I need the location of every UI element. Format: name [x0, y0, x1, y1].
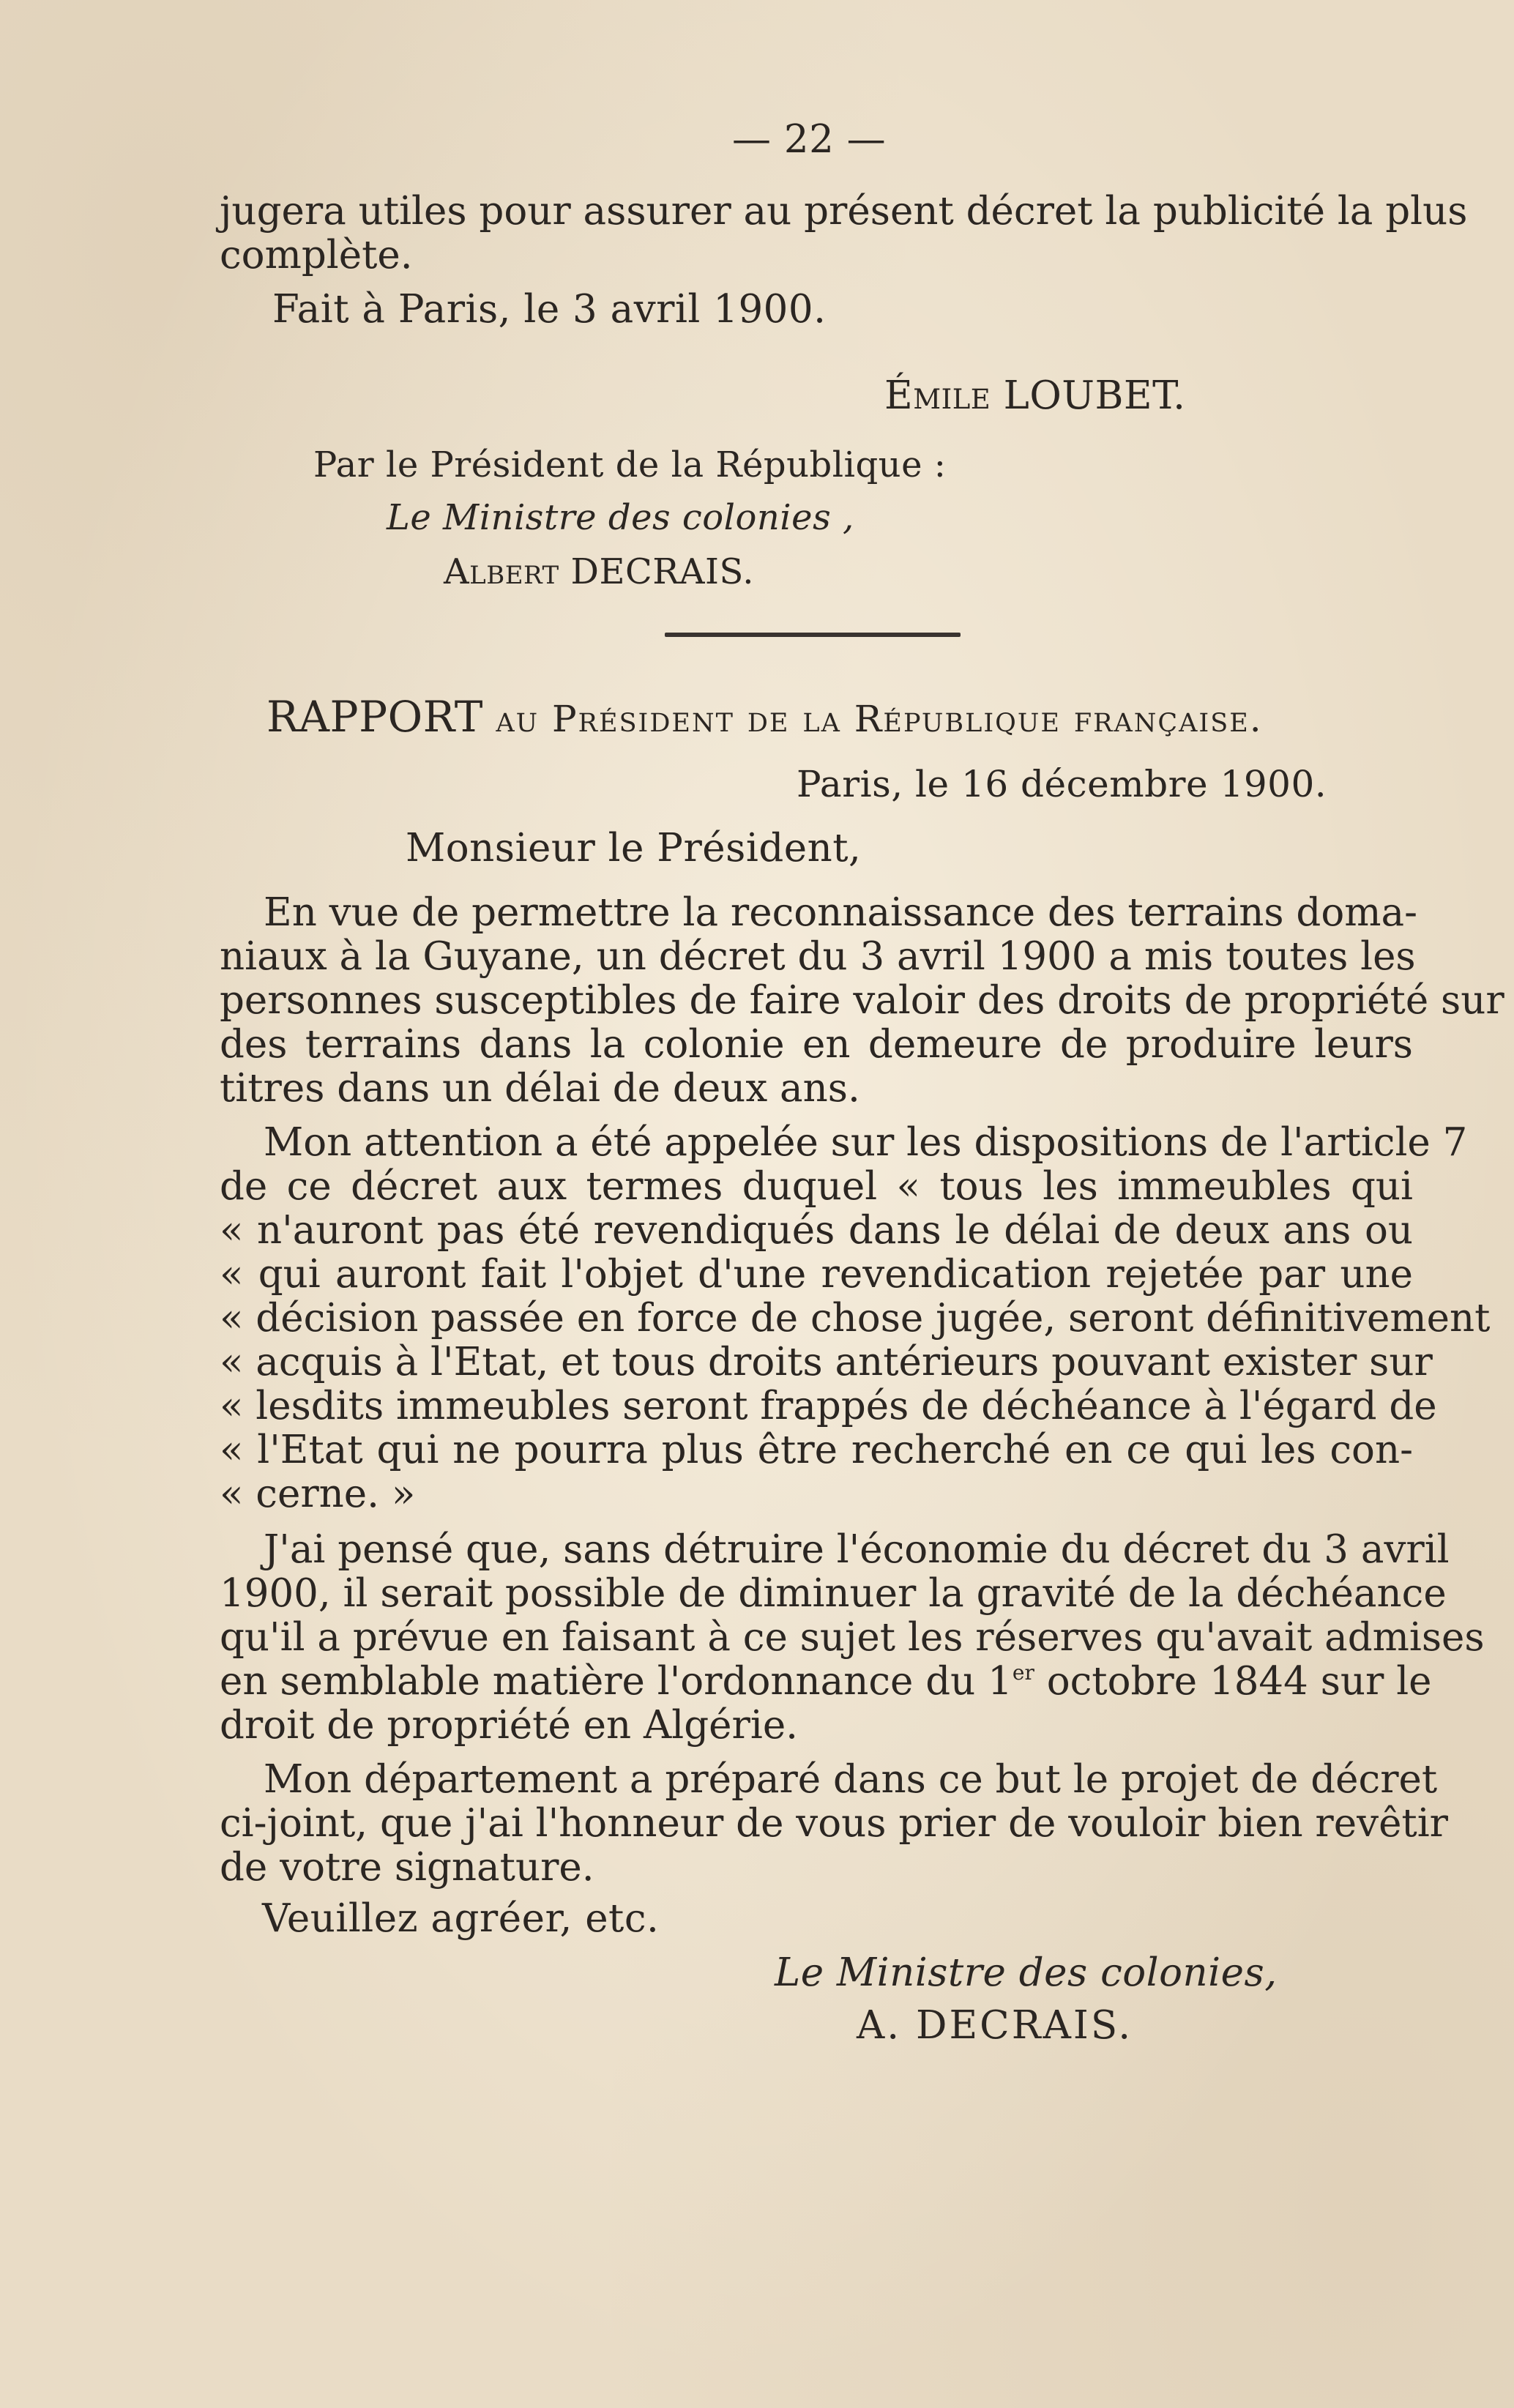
paragraph-line: « cerne. »	[220, 1472, 416, 1516]
paragraph-line: Mon département a préparé dans ce but le projet de décret	[264, 1757, 1438, 1802]
closing-signature-name: A. DECRAIS.	[857, 2003, 1133, 2048]
decree-date: Fait à Paris, le 3 avril 1900.	[272, 287, 827, 332]
paragraph-line: « acquis à l'Etat, et tous droits antérieurs pouvant exister sur	[220, 1340, 1433, 1384]
report-date: Paris, le 16 décembre 1900.	[797, 763, 1327, 805]
paragraph-line: En vue de permettre la reconnaissance des terrains doma-	[264, 890, 1418, 935]
by-president-line: Par le Président de la République :	[313, 444, 947, 485]
report-heading-main: RAPPORT	[266, 692, 483, 742]
signatory-first-name: Émile	[884, 373, 991, 418]
paragraph-line: de ce décret aux termes duquel « tous les immeubles qui	[220, 1164, 1413, 1209]
minister-title: Le Ministre des colonies ,	[387, 497, 854, 538]
minister-signature	[444, 549, 754, 594]
minister-last-name: DECRAIS.	[570, 551, 754, 592]
paragraph-line: « qui auront fait l'objet d'une revendication rejetée par une	[220, 1252, 1413, 1297]
paragraph-line: « décision passée en force de chose jugée, seront définitivement	[220, 1296, 1491, 1341]
paragraph-line: des terrains dans la colonie en demeure de produire leurs	[220, 1022, 1413, 1067]
paragraph-line: J'ai pensé que, sans détruire l'économie du décret du 3 avril	[264, 1527, 1450, 1572]
report-heading-rest: au Président de la République française.	[496, 698, 1263, 740]
decree-text-line: jugera utiles pour assurer au présent décret la publicité la plus	[220, 189, 1468, 234]
paragraph-line: de votre signature.	[220, 1845, 594, 1890]
signatory-last-name: LOUBET.	[1003, 373, 1186, 418]
decree-signatory	[884, 373, 1186, 419]
paragraph-line: ci-joint, que j'ai l'honneur de vous prier de vouloir bien revêtir	[220, 1801, 1449, 1846]
minister-first-name: Albert	[444, 551, 559, 592]
closing-signature-title: Le Ministre des colonies,	[775, 1950, 1278, 1995]
paragraph-line: qu'il a prévue en faisant à ce sujet les réserves qu'avait admises	[220, 1615, 1485, 1660]
paragraph-line: « n'auront pas été revendiqués dans le délai de deux ans ou	[220, 1208, 1413, 1253]
closing-line: Veuillez agréer, etc.	[262, 1896, 660, 1941]
ordinal-superscript: er	[1012, 1660, 1034, 1685]
paragraph-line: niaux à la Guyane, un décret du 3 avril 1900 a mis toutes les	[220, 934, 1416, 979]
section-divider	[665, 633, 961, 637]
paragraph-line: « lesdits immeubles seront frappés de déchéance à l'égard de	[220, 1384, 1437, 1428]
paragraph-line: 1900, il serait possible de diminuer la gravité de la déchéance	[220, 1571, 1447, 1616]
paragraph-line: personnes susceptibles de faire valoir des droits de propriété sur	[220, 978, 1504, 1023]
paragraph-line: droit de propriété en Algérie.	[220, 1703, 799, 1748]
paragraph-line	[220, 1659, 1432, 1704]
ordonnance-text-a: en semblable matière l'ordonnance du 1	[220, 1659, 1013, 1704]
salutation: Monsieur le Président,	[406, 826, 862, 871]
paragraph-line: « l'Etat qui ne pourra plus être recherché en ce qui les con-	[220, 1428, 1413, 1472]
page-number: — 22 —	[732, 117, 887, 162]
paragraph-line: titres dans un délai de deux ans.	[220, 1066, 860, 1111]
ordonnance-text-b: octobre 1844 sur le	[1034, 1659, 1432, 1704]
decree-text-line: complète.	[220, 233, 413, 277]
paragraph-line: Mon attention a été appelée sur les dispositions de l'article 7	[264, 1120, 1468, 1165]
report-heading	[266, 694, 1263, 742]
